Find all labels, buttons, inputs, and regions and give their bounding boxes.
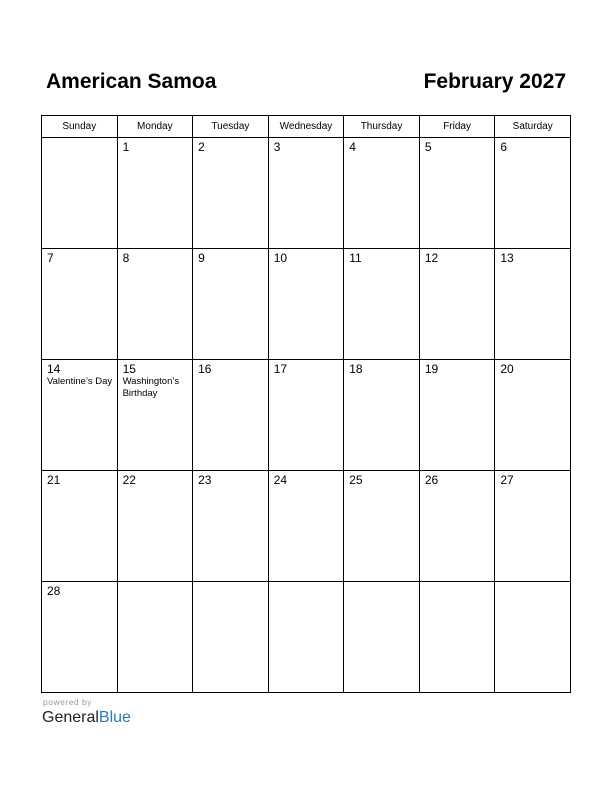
weekday-monday: Monday	[117, 116, 193, 138]
day-cell	[495, 138, 571, 249]
day-cell	[495, 360, 571, 471]
day-number: 27	[500, 473, 514, 487]
day-cell	[193, 471, 269, 582]
day-number: 16	[198, 362, 212, 376]
day-cell	[344, 582, 420, 693]
day-number: 19	[424, 362, 439, 376]
day-cell	[193, 138, 269, 249]
weekday-friday: Friday	[419, 116, 495, 138]
day-cell	[419, 138, 495, 249]
day-cell	[344, 471, 420, 582]
brand-blue: Blue	[98, 709, 131, 726]
day-number: 26	[424, 473, 439, 487]
week-row-5	[42, 582, 571, 693]
generalblue-logo[interactable]	[42, 709, 131, 727]
day-cell	[117, 360, 193, 471]
day-number: 4	[349, 140, 356, 154]
day-number	[344, 582, 419, 585]
day-cell	[344, 249, 420, 360]
day-cell	[117, 471, 193, 582]
day-number	[269, 582, 344, 585]
day-number: 23	[198, 473, 212, 487]
week-row-2	[42, 249, 571, 360]
day-cell	[42, 582, 118, 693]
day-number: 15	[122, 362, 136, 376]
day-cell	[268, 360, 344, 471]
day-cell	[42, 249, 118, 360]
day-number: 3	[273, 140, 281, 154]
day-cell	[42, 471, 118, 582]
day-cell	[117, 138, 193, 249]
day-cell	[495, 249, 571, 360]
day-cell	[193, 249, 269, 360]
day-cell	[268, 249, 344, 360]
weekday-header-row	[42, 116, 571, 138]
powered-by-text: powered by	[43, 697, 92, 707]
calendar-grid	[41, 115, 571, 693]
day-number: 10	[273, 251, 288, 265]
brand-general: General	[42, 709, 99, 726]
day-cell	[419, 360, 495, 471]
day-cell	[193, 360, 269, 471]
weekday-saturday: Saturday	[495, 116, 571, 138]
day-number: 1	[122, 140, 130, 154]
month-year-title: February 2027	[423, 70, 566, 93]
country-title: American Samoa	[46, 70, 217, 93]
day-cell	[419, 471, 495, 582]
day-cell	[42, 360, 118, 471]
day-number: 2	[198, 140, 205, 154]
day-cell	[419, 582, 495, 693]
day-cell	[344, 360, 420, 471]
day-number	[420, 582, 495, 585]
day-cell	[268, 138, 344, 249]
day-number: 12	[424, 251, 439, 265]
week-row-1	[42, 138, 571, 249]
day-number	[118, 582, 193, 585]
day-number: 25	[349, 473, 363, 487]
week-row-4	[42, 471, 571, 582]
day-number: 20	[500, 362, 514, 376]
day-number: 6	[500, 140, 508, 154]
day-number: 22	[122, 473, 136, 487]
holiday-label: Valentine’s Day	[47, 376, 113, 387]
day-cell	[117, 582, 193, 693]
day-number: 17	[273, 362, 288, 376]
weekday-wednesday: Wednesday	[268, 116, 344, 138]
weekday-sunday: Sunday	[42, 116, 118, 138]
day-cell	[495, 582, 571, 693]
day-cell	[268, 582, 344, 693]
day-number: 5	[424, 140, 432, 154]
day-number	[42, 138, 117, 141]
week-row-3	[42, 360, 571, 471]
day-cell	[268, 471, 344, 582]
day-cell	[419, 249, 495, 360]
day-number: 8	[122, 251, 130, 265]
day-number: 9	[198, 251, 205, 265]
day-cell	[42, 138, 118, 249]
holiday-label: Washington’s Birthday	[122, 376, 180, 399]
day-number	[495, 582, 570, 585]
day-number: 13	[500, 251, 514, 265]
day-number: 24	[273, 473, 288, 487]
weekday-thursday: Thursday	[344, 116, 420, 138]
weekday-tuesday: Tuesday	[193, 116, 269, 138]
day-cell	[117, 249, 193, 360]
day-number: 28	[47, 584, 61, 598]
day-number: 14	[47, 362, 61, 376]
day-number	[193, 582, 268, 585]
day-number: 18	[349, 362, 363, 376]
day-cell	[495, 471, 571, 582]
day-cell	[344, 138, 420, 249]
day-number: 11	[349, 251, 362, 265]
day-cell	[193, 582, 269, 693]
day-number: 21	[47, 473, 61, 487]
day-number: 7	[47, 251, 54, 265]
